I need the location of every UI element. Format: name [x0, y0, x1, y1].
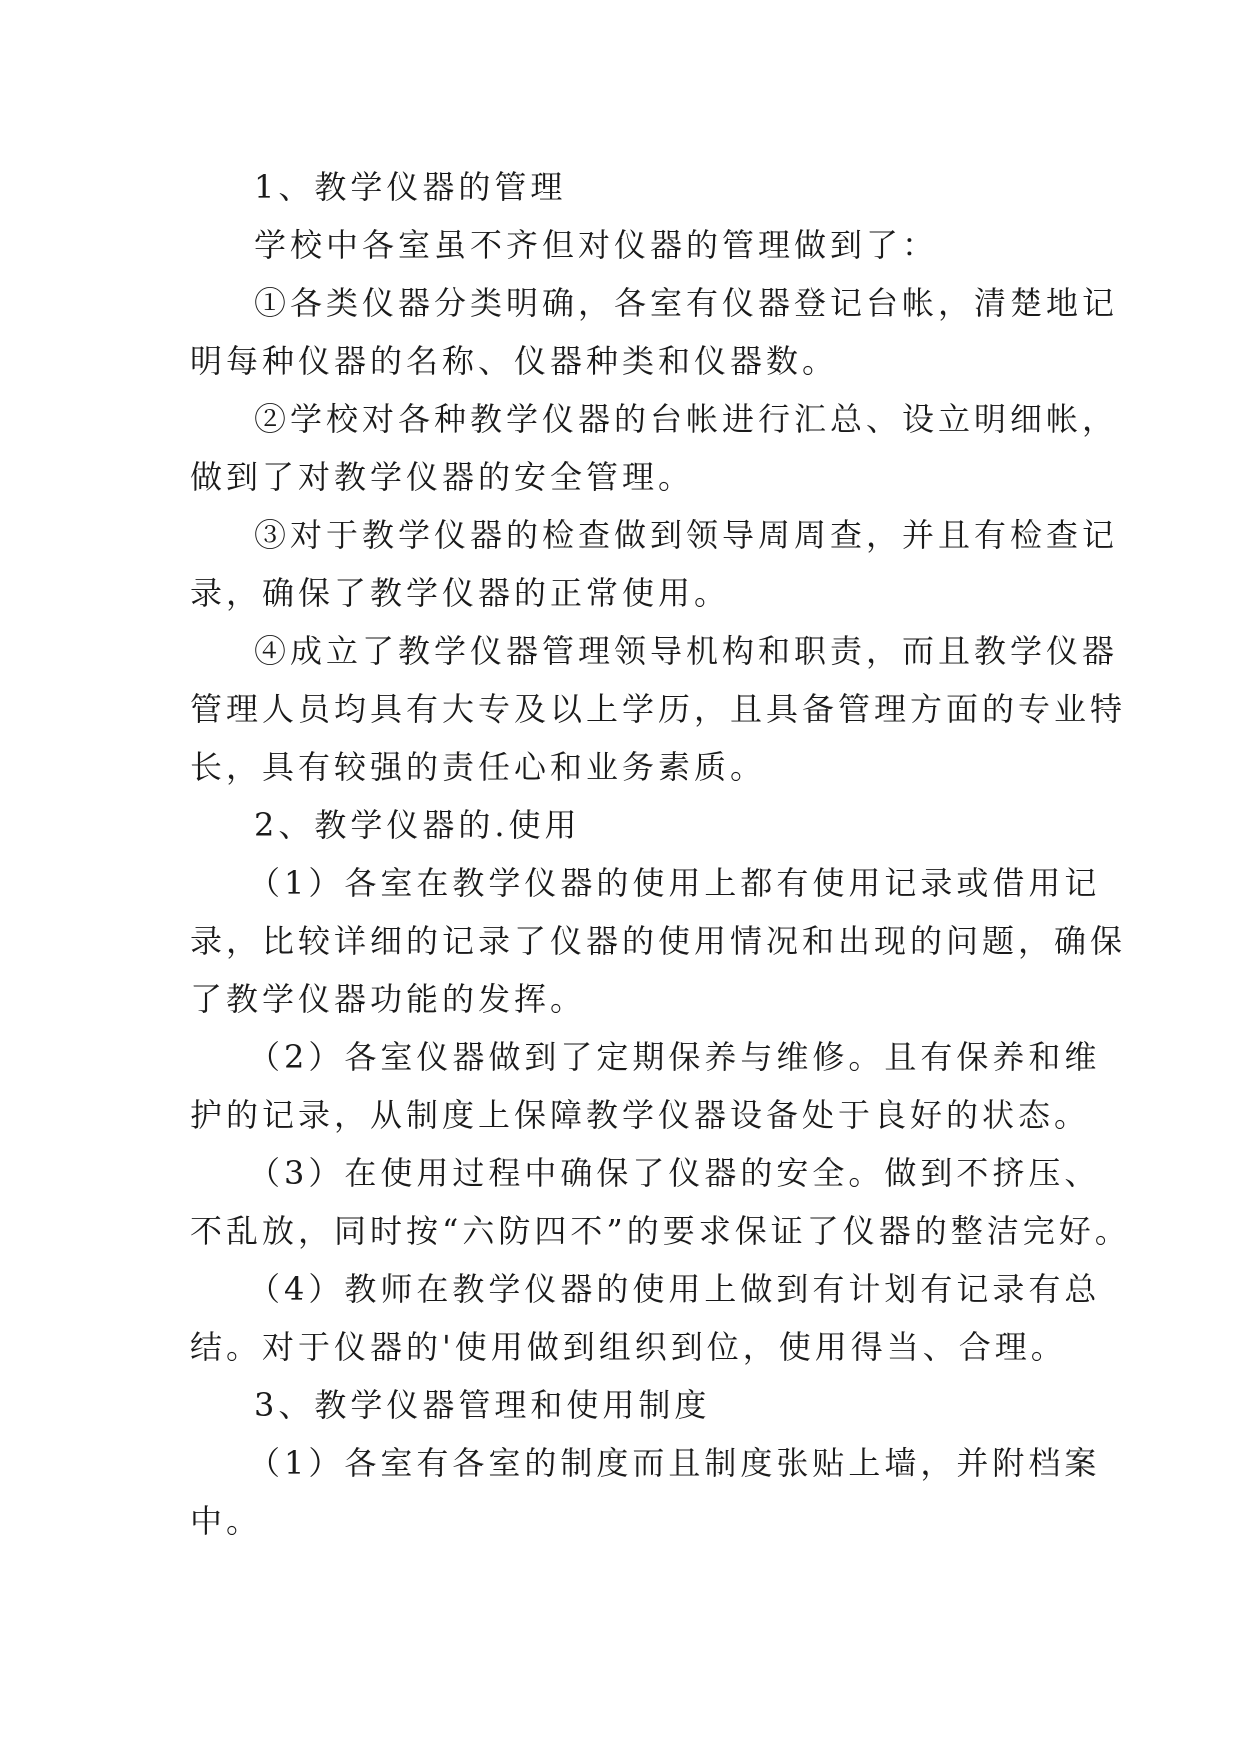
section-heading-2: 2、教学仪器的.使用	[254, 806, 581, 844]
paragraph-line: ④成立了教学仪器管理领导机构和职责，而且教学仪器	[254, 632, 1119, 670]
paragraph-line: ①各类仪器分类明确，各室有仪器登记台帐，清楚地记	[254, 284, 1119, 322]
paragraph-line: 录，比较详细的记录了仪器的使用情况和出现的问题，确保	[190, 922, 1127, 960]
paragraph-line: （4）教师在教学仪器的使用上做到有计划有记录有总	[248, 1270, 1101, 1308]
paragraph-line: 管理人员均具有大专及以上学历，且具备管理方面的专业特	[190, 690, 1127, 728]
paragraph-line: 做到了对教学仪器的安全管理。	[190, 458, 695, 496]
paragraph-line: 学校中各室虽不齐但对仪器的管理做到了：	[254, 226, 939, 264]
paragraph-line: ②学校对各种教学仪器的台帐进行汇总、设立明细帐，	[254, 400, 1119, 438]
paragraph-line: 明每种仪器的名称、仪器种类和仪器数。	[190, 342, 839, 380]
paragraph-line: （1）各室有各室的制度而且制度张贴上墙，并附档案	[248, 1444, 1101, 1482]
paragraph-line: （3）在使用过程中确保了仪器的安全。做到不挤压、	[248, 1154, 1101, 1192]
paragraph-line: 中。	[190, 1502, 263, 1540]
paragraph-line: 了教学仪器功能的发挥。	[190, 980, 587, 1018]
paragraph-line: ③对于教学仪器的检查做到领导周周查，并且有检查记	[254, 516, 1119, 554]
paragraph-line: 长，具有较强的责任心和业务素质。	[190, 748, 767, 786]
paragraph-line: （1）各室在教学仪器的使用上都有使用记录或借用记	[248, 864, 1101, 902]
paragraph-line: 护的记录，从制度上保障教学仪器设备处于良好的状态。	[190, 1096, 1091, 1134]
section-heading-1: 1、教学仪器的管理	[254, 168, 567, 206]
paragraph-line: 录，确保了教学仪器的正常使用。	[190, 574, 731, 612]
paragraph-line: 不乱放，同时按“六防四不”的要求保证了仪器的整洁完好。	[190, 1212, 1131, 1250]
document-body	[190, 158, 1131, 1550]
section-heading-3: 3、教学仪器管理和使用制度	[254, 1386, 711, 1424]
paragraph-line: 结。对于仪器的'使用做到组织到位，使用得当、合理。	[190, 1328, 1067, 1366]
paragraph-line: （2）各室仪器做到了定期保养与维修。且有保养和维	[248, 1038, 1101, 1076]
